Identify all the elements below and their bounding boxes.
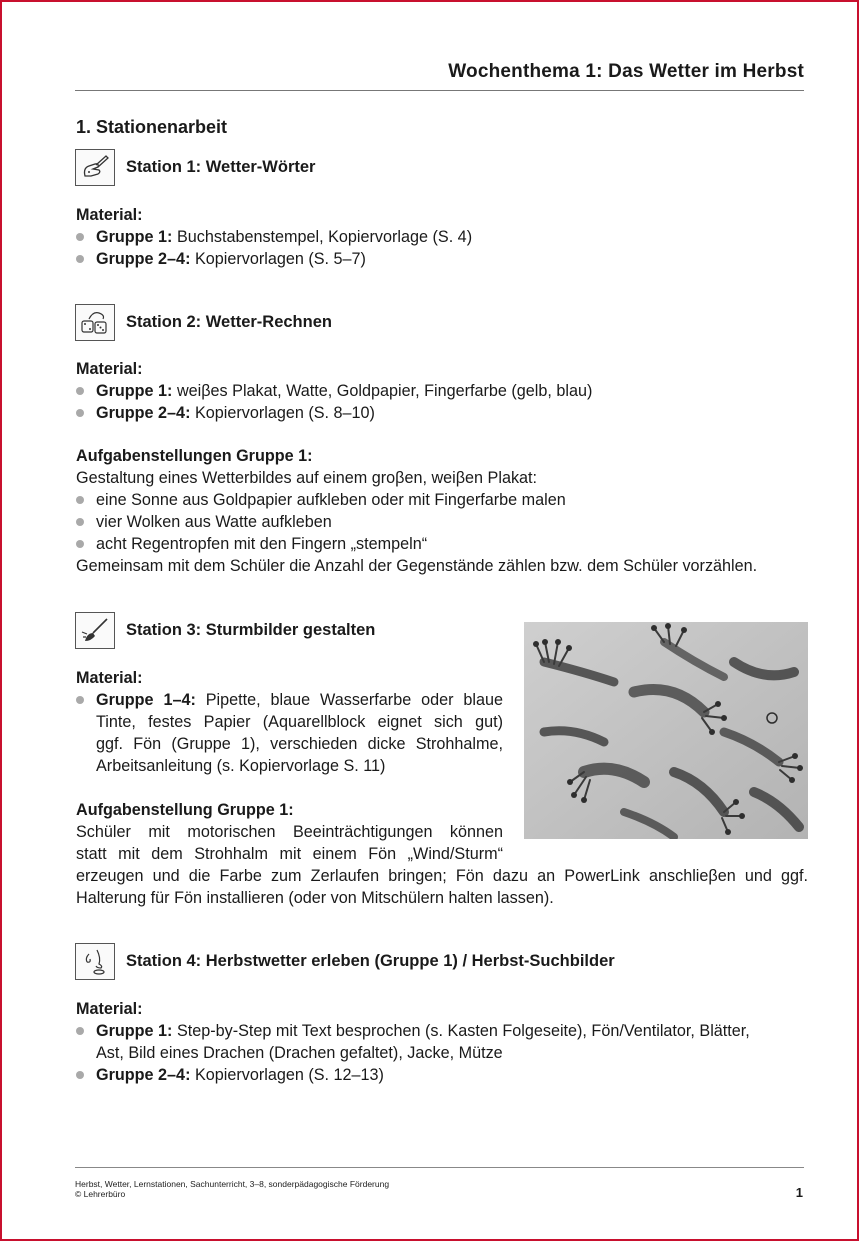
section-title: 1. Stationenarbeit [76, 117, 228, 137]
list-item: acht Regentropfen mit den Fingern „stempeln“ [76, 533, 811, 555]
task-line: Halterung für Fön installieren (oder von Mitschülern halten lassen). [76, 889, 554, 907]
task-intro: Gestaltung eines Wetterbildes auf einem groβen, weiβen Plakat: [76, 469, 538, 487]
station-3-header [75, 611, 375, 649]
dice-counting-icon [75, 304, 115, 341]
nose-smell-icon [75, 943, 115, 980]
station-2-header [75, 303, 332, 341]
list-item: Gruppe 1: weiβes Plakat, Watte, Goldpapier, Fingerfarbe (gelb, blau) [76, 380, 592, 402]
station-3-title: Station 3: Sturmbilder gestalten [126, 620, 376, 639]
task-line: erzeugen und die Farbe zum Zerlaufen bringen; Fön dazu an PowerLink anschlieβen und ggf. [76, 867, 808, 885]
page-number: 1 [795, 1185, 803, 1200]
list-item: vier Wolken aus Watte aufkleben [76, 511, 811, 533]
station-1-header [75, 148, 315, 186]
material-label: Material: [76, 360, 143, 378]
station-3-material [76, 667, 503, 777]
station-4-material [76, 998, 811, 1086]
task-outro: Gemeinsam mit dem Schüler die Anzahl der Gegenstände zählen bzw. dem Schüler vorzählen. [76, 557, 758, 575]
page-title: Wochenthema 1: Das Wetter im Herbst [448, 61, 804, 82]
station-4-header [75, 942, 615, 980]
list-item: eine Sonne aus Goldpapier aufkleben oder mit Fingerfarbe malen [76, 489, 811, 511]
writing-hand-icon [75, 149, 115, 186]
station-1-material [76, 204, 472, 270]
storm-painting-photo [524, 622, 808, 839]
station-2-material [76, 358, 592, 424]
footer-line-2: © Lehrerbüro [75, 1189, 126, 1199]
footer-text [75, 1179, 389, 1199]
paintbrush-icon [75, 612, 115, 649]
task-line: Schüler mit motorischen Beeinträchtigungen können [76, 823, 503, 841]
task-heading: Aufgabenstellungen Gruppe 1: [76, 447, 313, 465]
station-2-title: Station 2: Wetter-Rechnen [126, 312, 332, 331]
footer-divider [75, 1167, 804, 1168]
list-item: Gruppe 2–4: Kopiervorlagen (S. 8–10) [76, 402, 592, 424]
station-1-title: Station 1: Wetter-Wörter [126, 157, 316, 176]
list-item: Gruppe 2–4: Kopiervorlagen (S. 12–13) [76, 1064, 811, 1086]
material-label: Material: [76, 1000, 143, 1018]
footer-line-1: Herbst, Wetter, Lernstationen, Sachunterricht, 3–8, sonderpädagogische Förderung [75, 1179, 390, 1189]
list-item: Gruppe 1: Step-by-Step mit Text besprochen (s. Kasten Folgeseite), Fön/Ventilator, Blätter, Ast, Bild eines Drachen (Drachen gefaltet), Jacke, Mütze [76, 1020, 811, 1064]
station-2-tasks [76, 445, 811, 577]
list-item: Gruppe 1: Buchstabenstempel, Kopiervorlage (S. 4) [76, 226, 472, 248]
station-4-title: Station 4: Herbstwetter erleben (Gruppe 1) / Herbst-Suchbilder [126, 951, 615, 970]
material-label: Material: [76, 669, 143, 687]
material-label: Material: [76, 206, 143, 224]
title-divider [75, 90, 804, 91]
task-line: statt mit dem Strohhalm mit einem Fön „Wind/Sturm“ [76, 845, 503, 863]
list-item: Gruppe 1–4: Pipette, blaue Wasserfarbe oder blaue Tinte, festes Papier (Aquarellblock eignet sich gut) ggf. Fön (Gruppe 1), verschieden dicke Strohhalme, Arbeitsanleitung (s. Kopiervorlage S. 11) [76, 689, 503, 777]
list-item: Gruppe 2–4: Kopiervorlagen (S. 5–7) [76, 248, 472, 270]
task-heading: Aufgabenstellung Gruppe 1: [76, 801, 294, 819]
